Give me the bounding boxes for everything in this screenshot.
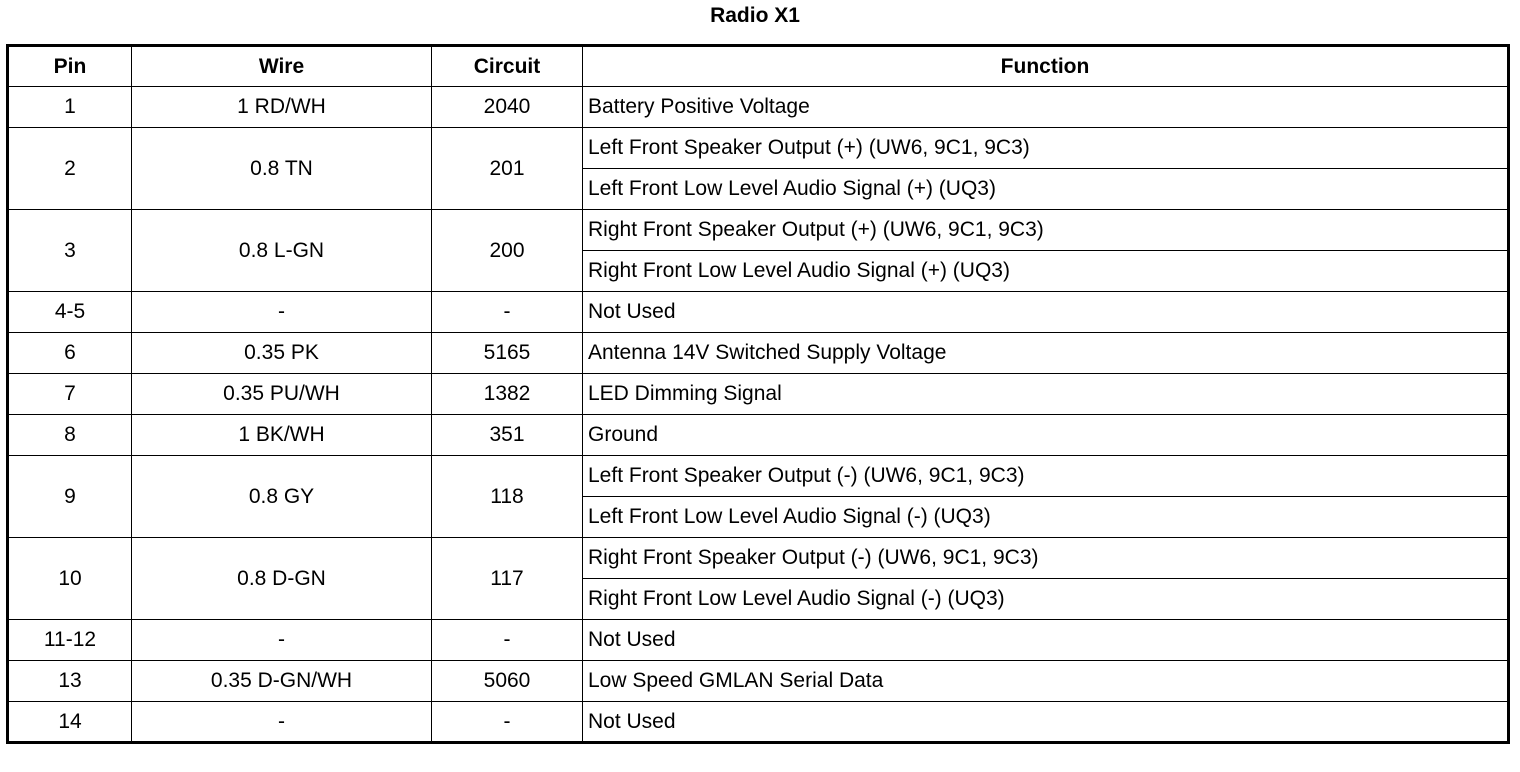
- wire-cell: 0.35 D-GN/WH: [132, 661, 432, 702]
- header-function: Function: [583, 46, 1509, 87]
- wire-cell: 0.8 TN: [132, 128, 432, 210]
- table-row: [8, 128, 1509, 169]
- function-cell: Right Front Low Level Audio Signal (-) (UQ3): [583, 579, 1509, 620]
- function-cell: Right Front Low Level Audio Signal (+) (UQ3): [583, 251, 1509, 292]
- pin-cell: 7: [8, 374, 132, 415]
- function-cell: Ground: [583, 415, 1509, 456]
- function-cell: Not Used: [583, 702, 1509, 743]
- pin-cell: 3: [8, 210, 132, 292]
- circuit-cell: -: [432, 702, 583, 743]
- circuit-cell: 200: [432, 210, 583, 292]
- pin-cell: 13: [8, 661, 132, 702]
- table-row: [8, 210, 1509, 251]
- pinout-table: [6, 44, 1510, 744]
- header-pin: Pin: [8, 46, 132, 87]
- wire-cell: 1 RD/WH: [132, 87, 432, 128]
- header-circuit: Circuit: [432, 46, 583, 87]
- pin-cell: 10: [8, 538, 132, 620]
- table-row: [8, 702, 1509, 743]
- circuit-cell: 117: [432, 538, 583, 620]
- wire-cell: 0.8 D-GN: [132, 538, 432, 620]
- function-cell: Antenna 14V Switched Supply Voltage: [583, 333, 1509, 374]
- wire-cell: -: [132, 620, 432, 661]
- circuit-cell: 2040: [432, 87, 583, 128]
- table-row: [8, 87, 1509, 128]
- table-row: [8, 415, 1509, 456]
- table-row: [8, 292, 1509, 333]
- wire-cell: 0.35 PK: [132, 333, 432, 374]
- table-row: [8, 333, 1509, 374]
- circuit-cell: 1382: [432, 374, 583, 415]
- pin-cell: 2: [8, 128, 132, 210]
- header-row: [8, 46, 1509, 87]
- function-cell: Right Front Speaker Output (-) (UW6, 9C1, 9C3): [583, 538, 1509, 579]
- circuit-cell: -: [432, 292, 583, 333]
- pin-cell: 4-5: [8, 292, 132, 333]
- table-row: [8, 538, 1509, 579]
- wire-cell: -: [132, 292, 432, 333]
- pin-cell: 11-12: [8, 620, 132, 661]
- table-row: [8, 620, 1509, 661]
- function-cell: Left Front Speaker Output (+) (UW6, 9C1, 9C3): [583, 128, 1509, 169]
- circuit-cell: 5165: [432, 333, 583, 374]
- pin-cell: 9: [8, 456, 132, 538]
- function-cell: LED Dimming Signal: [583, 374, 1509, 415]
- table-row: [8, 661, 1509, 702]
- table-row: [8, 456, 1509, 497]
- page-title: Radio X1: [710, 4, 800, 27]
- pin-cell: 1: [8, 87, 132, 128]
- circuit-cell: 201: [432, 128, 583, 210]
- table-body: [8, 87, 1509, 743]
- table-row: [8, 374, 1509, 415]
- circuit-cell: 118: [432, 456, 583, 538]
- function-cell: Right Front Speaker Output (+) (UW6, 9C1, 9C3): [583, 210, 1509, 251]
- pin-cell: 8: [8, 415, 132, 456]
- function-cell: Battery Positive Voltage: [583, 87, 1509, 128]
- function-cell: Left Front Low Level Audio Signal (+) (UQ3): [583, 169, 1509, 210]
- function-cell: Not Used: [583, 292, 1509, 333]
- wire-cell: 0.8 GY: [132, 456, 432, 538]
- wire-cell: 0.8 L-GN: [132, 210, 432, 292]
- pin-cell: 14: [8, 702, 132, 743]
- wire-cell: 0.35 PU/WH: [132, 374, 432, 415]
- circuit-cell: 5060: [432, 661, 583, 702]
- function-cell: Left Front Speaker Output (-) (UW6, 9C1, 9C3): [583, 456, 1509, 497]
- header-wire: Wire: [132, 46, 432, 87]
- table-header: [8, 46, 1509, 87]
- function-cell: Left Front Low Level Audio Signal (-) (UQ3): [583, 497, 1509, 538]
- pin-cell: 6: [8, 333, 132, 374]
- wire-cell: 1 BK/WH: [132, 415, 432, 456]
- function-cell: Not Used: [583, 620, 1509, 661]
- circuit-cell: 351: [432, 415, 583, 456]
- function-cell: Low Speed GMLAN Serial Data: [583, 661, 1509, 702]
- circuit-cell: -: [432, 620, 583, 661]
- wire-cell: -: [132, 702, 432, 743]
